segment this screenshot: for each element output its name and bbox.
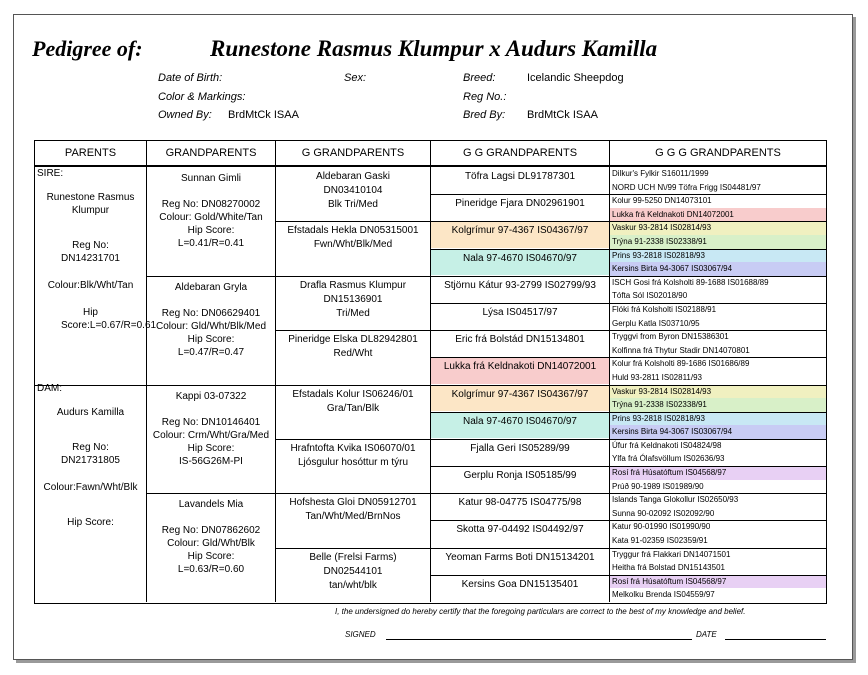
ggg-grandparent-cell: Rosí frá Húsatóftum IS04568/97	[610, 466, 826, 480]
ggg-grandparent-cell: Huld 93-2811 IS02811/93	[610, 371, 826, 385]
g-grandparent-cell	[276, 221, 430, 275]
pedigree-table	[34, 140, 827, 604]
dam-label: DAM:	[37, 383, 62, 394]
signed-line[interactable]	[386, 639, 692, 640]
g-grandparent-line: Drafla Rasmus Klumpur	[299, 279, 407, 291]
grid-line	[431, 303, 826, 304]
ggg-grandparent-cell: Katur 90-01990 IS01990/90	[610, 520, 826, 534]
sire-name: Runestone Rasmus Klumpur	[46, 192, 135, 216]
grid-line	[430, 141, 431, 602]
grid-line	[609, 141, 610, 602]
grid-line	[431, 249, 826, 250]
grandparent-hip2: L=0.47/R=0.47	[177, 346, 245, 358]
gg-grandparent-cell: Katur 98-04775 IS04775/98	[431, 493, 609, 519]
certify-text: I, the undersigned do hereby certify that the foregoing particulars are correct to the best of my knowledge and belief.	[335, 607, 746, 616]
gg-grandparent-cell: Stjörnu Kátur 93-2799 IS02799/93	[431, 276, 609, 302]
g-grandparent-line: Belle (Frelsi Farms)	[309, 551, 397, 563]
ggg-grandparent-cell: Sunna 90-02092 IS02092/90	[610, 507, 826, 521]
gg-grandparent-cell: Nala 97-4670 IS04670/97	[431, 249, 609, 275]
grandparent-cell	[147, 385, 275, 494]
ggg-grandparent-cell: Tryggvi from Byron DN15386301	[610, 330, 826, 344]
grid-line	[431, 575, 826, 576]
gg-grandparent-cell: Nala 97-4670 IS04670/97	[431, 412, 609, 438]
g-grandparent-cell	[276, 330, 430, 384]
gg-grandparent-cell: Eric frá Bolstád DN15134801	[431, 330, 609, 356]
dam-hip: Hip Score:	[67, 517, 114, 528]
g-grandparent-line: Efstadals Hekla DN05315001	[287, 225, 419, 237]
gg-grandparent-cell: Lukka frá Keldnakoti DN14072001	[431, 357, 609, 383]
grid-line	[35, 166, 826, 167]
g-grandparent-cell	[276, 548, 430, 602]
grandparent-reg: Reg No: DN10146401	[161, 416, 261, 428]
grid-line	[431, 194, 826, 195]
ggg-grandparent-cell: Kolur 99-5250 DN14073101	[610, 194, 826, 208]
ggg-grandparent-cell: Lukka frá Keldnakoti DN14072001	[610, 208, 826, 222]
grandparent-hip2: L=0.63/R=0.60	[177, 564, 245, 576]
grid-line	[431, 330, 826, 331]
grandparent-hip1: Hip Score:	[187, 442, 235, 454]
g-grandparent-line: Hofshesta Gloi DN05912701	[289, 497, 417, 509]
header-gg-grandparents: G G GRANDPARENTS	[462, 147, 578, 159]
ggg-grandparent-cell: Heitha frá Bolstad DN15143501	[610, 561, 826, 575]
ggg-grandparent-cell: Gerplu Katla IS03710/95	[610, 317, 826, 331]
ggg-grandparent-cell: Islands Tanga Glokollur IS02650/93	[610, 493, 826, 507]
ggg-grandparent-cell: Melkolku Brenda IS04559/97	[610, 588, 826, 602]
g-grandparent-cell	[276, 276, 430, 330]
bred-value: BrdMtCk ISAA	[527, 109, 598, 121]
grid-line	[146, 141, 147, 602]
g-grandparent-line: Fwn/Wht/Blk/Med	[313, 239, 393, 251]
header-g-grandparents: G GRANDPARENTS	[301, 147, 405, 159]
grandparent-name: Kappi 03-07322	[175, 390, 247, 402]
grid-line	[431, 276, 826, 277]
g-grandparent-line: tan/wht/blk	[329, 579, 377, 591]
ggg-grandparent-cell: ISCH Gosi frá Kolsholti 89-1688 IS01688/89	[610, 276, 826, 290]
breed-value: Icelandic Sheepdog	[527, 72, 624, 84]
dam-colour: Colour:Fawn/Wht/Blk	[43, 482, 138, 493]
header-grandparents: GRANDPARENTS	[165, 147, 257, 159]
gg-grandparent-cell: Kersins Goa DN15135401	[431, 575, 609, 601]
pedigree-page	[13, 14, 853, 660]
sex-label: Sex:	[344, 72, 367, 84]
gg-grandparent-cell: Kolgrímur 97-4367 IS04367/97	[431, 221, 609, 247]
ggg-grandparent-cell: Vaskur 93-2814 IS02814/93	[610, 385, 826, 399]
ggg-grandparent-cell: Kersins Birta 94-3067 IS03067/94	[610, 262, 826, 276]
pedigree-label: Pedigree of:	[32, 36, 143, 61]
grid-line	[431, 493, 826, 494]
g-grandparent-line: Ljósgulur hosóttur m týru	[297, 456, 409, 468]
g-grandparent-cell	[276, 385, 430, 439]
gg-grandparent-cell: Gerplu Ronja IS05185/99	[431, 466, 609, 492]
ggg-grandparent-cell: Ylfa frá Ólafsvöllum IS02636/93	[610, 452, 826, 466]
g-grandparent-line: Tan/Wht/Med/BrnNos	[305, 511, 401, 523]
gg-grandparent-cell: Kolgrímur 97-4367 IS04367/97	[431, 385, 609, 411]
dog-title: Runestone Rasmus Klumpur x Audurs Kamilla	[210, 36, 658, 61]
ggg-grandparent-cell: Tryggur frá Flakkari DN14071501	[610, 548, 826, 562]
gg-grandparent-cell: Töfra Lagsi DL91787301	[431, 167, 609, 193]
dob-label: Date of Birth:	[158, 72, 223, 84]
grandparent-name: Sunnan Gimli	[180, 173, 242, 184]
ggg-grandparent-cell: Kersins Birta 94-3067 IS03067/94	[610, 425, 826, 439]
sire-cell	[35, 167, 157, 381]
dam-name: Audurs Kamilla	[56, 407, 125, 418]
ggg-grandparent-cell: Flóki frá Kolsholti IS02188/91	[610, 303, 826, 317]
ggg-grandparent-cell: Dilkur's Fylkir S16011/1999	[610, 167, 826, 181]
grandparent-hip1: Hip Score:	[187, 333, 235, 345]
ggg-grandparent-cell: NORD UCH N\/99 Töfra Frigg IS04481/97	[610, 181, 826, 195]
g-grandparent-line: DN15136901	[323, 293, 383, 305]
sire-colour: Colour:Blk/Wht/Tan	[47, 280, 134, 291]
grandparent-colour: Colour: Gold/White/Tan	[159, 212, 263, 223]
grid-line	[431, 221, 826, 222]
grid-line	[431, 412, 826, 413]
sire-label: SIRE:	[37, 168, 64, 179]
grid-line	[431, 439, 826, 440]
grandparent-reg: Reg No: DN07862602	[161, 525, 261, 537]
owned-value: BrdMtCk ISAA	[228, 109, 299, 121]
grandparent-hip2: L=0.41/R=0.41	[177, 238, 245, 249]
dam-reg: Reg No: DN21731805	[61, 442, 120, 466]
g-grandparent-line: Gra/Tan/Blk	[326, 402, 380, 414]
grandparent-colour: Colour: Gld/Wht/Blk/Med	[155, 320, 267, 332]
grandparent-cell	[147, 167, 275, 276]
color-label: Color & Markings:	[158, 91, 246, 103]
grandparent-name: Lavandels Mia	[178, 499, 244, 511]
gg-grandparent-cell: Yeoman Farms Boti DN15134201	[431, 548, 609, 574]
breed-label: Breed:	[463, 72, 496, 84]
reg-label: Reg No.:	[463, 91, 507, 103]
grid-line	[431, 520, 826, 521]
ggg-grandparent-cell: Tófta Sól IS02018/90	[610, 289, 826, 303]
grid-line	[431, 385, 826, 386]
owned-label: Owned By:	[158, 109, 212, 121]
signed-label: SIGNED	[345, 630, 376, 639]
ggg-grandparent-cell: Prins 93-2818 IS02818/93	[610, 412, 826, 426]
header-ggg-grandparents: G G G GRANDPARENTS	[655, 147, 781, 159]
grandparent-name: Aldebaran Gryla	[174, 281, 248, 293]
g-grandparent-cell	[276, 439, 430, 493]
gg-grandparent-cell: Pineridge Fjara DN02961901	[431, 194, 609, 220]
ggg-grandparent-cell: Úfur frá Keldnakoti IS04824/98	[610, 439, 826, 453]
g-grandparent-line: DN02544101	[323, 565, 383, 577]
g-grandparent-line: Efstadals Kolur IS06246/01	[292, 388, 414, 400]
g-grandparent-line: Blk Tri/Med	[327, 199, 378, 210]
g-grandparent-line: Tri/Med	[336, 307, 370, 319]
g-grandparent-line: Aldebaran Gaski	[316, 171, 390, 182]
grandparent-reg: Reg No: DN06629401	[161, 307, 261, 319]
gg-grandparent-cell: Fjalla Geri IS05289/99	[431, 439, 609, 465]
bred-label: Bred By:	[463, 109, 506, 121]
ggg-grandparent-cell: Trýna 91-2338 IS02338/91	[610, 398, 826, 412]
grid-line	[275, 141, 276, 602]
gg-grandparent-cell: Lýsa IS04517/97	[431, 303, 609, 329]
ggg-grandparent-cell: Vaskur 93-2814 IS02814/93	[610, 221, 826, 235]
g-grandparent-line: Red/Wht	[333, 348, 373, 360]
grandparent-reg: Reg No: DN08270002	[161, 199, 261, 210]
dam-cell	[35, 382, 146, 602]
grid-line	[431, 548, 826, 549]
g-grandparent-line: Pineridge Elska DL82942801	[288, 334, 418, 346]
ggg-grandparent-cell: Kolfinna frá Thytur Stadir DN14070801	[610, 344, 826, 358]
sire-hip: Hip Score:L=0.67/R=0.61	[61, 307, 157, 331]
grandparent-cell	[147, 276, 275, 385]
grandparent-colour: Colour: Crm/Wht/Gra/Med	[152, 429, 270, 441]
g-grandparent-line: DN03410104	[323, 185, 383, 196]
grandparent-hip1: Hip Score:	[187, 225, 235, 236]
g-grandparent-cell	[276, 493, 430, 547]
grid-line	[431, 466, 826, 467]
grid-line	[431, 357, 826, 358]
grandparent-hip2: IS-56G26M-PI	[179, 455, 243, 467]
grandparent-cell	[147, 493, 275, 602]
ggg-grandparent-cell: Kata 91-02359 IS02359/91	[610, 534, 826, 548]
ggg-grandparent-cell: Trýna 91-2338 IS02338/91	[610, 235, 826, 249]
grandparent-hip1: Hip Score:	[187, 551, 235, 563]
header-parents: PARENTS	[64, 147, 117, 159]
date-line[interactable]	[725, 639, 826, 640]
sire-reg: Reg No: DN14231701	[61, 240, 120, 264]
ggg-grandparent-cell: Prins 93-2818 IS02818/93	[610, 249, 826, 263]
g-grandparent-line: Hrafntofta Kvika IS06070/01	[290, 442, 416, 454]
grandparent-colour: Colour: Gld/Wht/Blk	[167, 538, 255, 550]
ggg-grandparent-cell: Kolur frá Kolsholti 89-1686 IS01686/89	[610, 357, 826, 371]
g-grandparent-cell	[276, 167, 430, 221]
gg-grandparent-cell: Skotta 97-04492 IS04492/97	[431, 520, 609, 546]
date-label: DATE	[696, 630, 717, 639]
ggg-grandparent-cell: Prúð 90-1989 IS01989/90	[610, 480, 826, 494]
ggg-grandparent-cell: Rosí frá Húsatóftum IS04568/97	[610, 575, 826, 589]
